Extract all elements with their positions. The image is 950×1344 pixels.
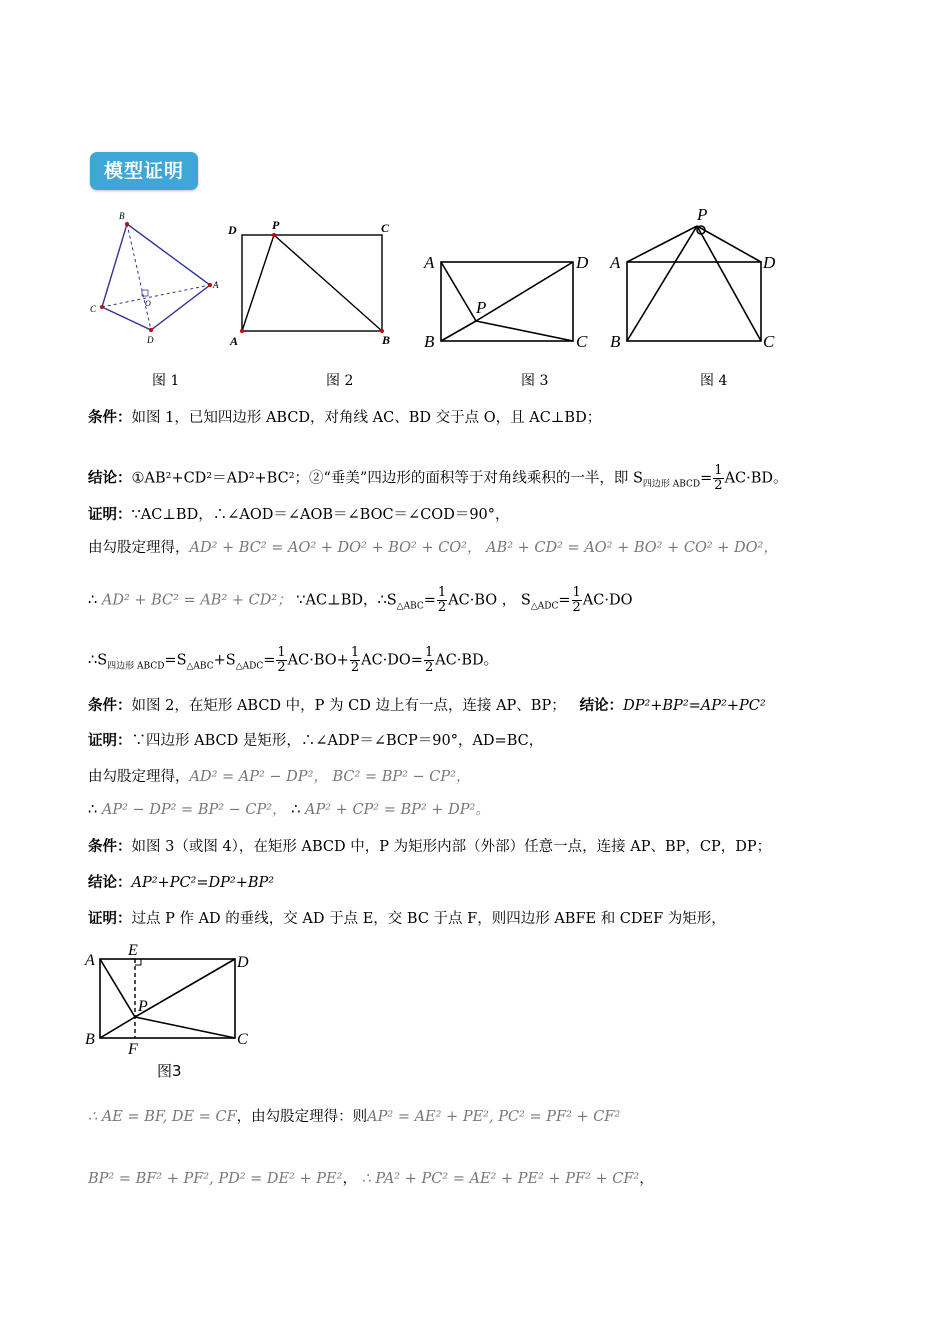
f1-label-o: O	[145, 299, 151, 308]
f5-label-f: F	[128, 1041, 138, 1058]
figure-1	[85, 208, 225, 348]
f2-label-b: B	[382, 333, 391, 347]
proof-1-line-4: $\therefore S_{四边形 ABCD}=S_{\triangle ABC}+S_{\triangle ADC}=$ $\frac{1}{2}$ AC·BO+ $\frac{1}{2}$ AC·DO= $\frac{1}{2}$ AC·BD。	[88, 645, 499, 675]
proof-3-line-2: ∴ AE = BF, DE = CF，由勾股定理得：则AP² = AE² + PE², PC² = PF² + CF²	[88, 1109, 621, 1125]
f2-label-d: D	[228, 223, 237, 237]
figure-3-construction	[82, 940, 262, 1060]
f4-label-a: A	[610, 253, 621, 272]
f2-label-p: P	[272, 218, 280, 232]
condition-3: 条件：如图 3（或图 4），在矩形 ABCD 中，P 为矩形内部（外部）任意一点，连接 AP、BP，CP，DP；	[88, 838, 772, 855]
conclusion-1: 结论：①AB²+CD²＝AD²+BC²；②“垂美”四边形的面积等于对角线乘积的一半，即 $S_{四边形 ABCD}=$ $\frac{1}{2}$ AC·BD。	[88, 463, 788, 493]
f5-label-d: D	[237, 954, 249, 971]
f3-label-d: D	[576, 253, 589, 272]
condition-1: 条件：如图 1，已知四边形 ABCD，对角线 AC、BD 交于点 O，且 AC⊥BD；	[88, 409, 602, 426]
f4-label-c: C	[763, 332, 775, 351]
proof-1: 证明：∵AC⊥BD，∴∠AOD＝∠AOB＝∠BOC＝∠COD＝90°，	[88, 506, 510, 523]
proof-1-line-2: 由勾股定理得，AD² + BC² = AO² + DO² + BO² + CO²， AB² + CD² = AO² + BO² + CO² + DO²，	[88, 540, 778, 556]
proof-3: 证明：过点 P 作 AD 的垂线，交 AD 于点 E，交 BC 于点 F，则四边形 ABFE 和 CDEF 为矩形，	[88, 910, 726, 927]
f3-label-a: A	[424, 253, 435, 272]
caption-fig3-construction: 图3	[157, 1062, 182, 1080]
caption-fig2: 图 2	[326, 373, 354, 389]
f5-label-c: C	[237, 1031, 248, 1048]
f2-label-c: C	[381, 221, 390, 235]
f5-label-p: P	[138, 998, 148, 1015]
proof-2-line-3: ∴ AP² − DP² = BP² − CP²， ∴ AP² + CP² = BP² + DP²。	[88, 802, 490, 818]
f1-label-b: B	[119, 211, 125, 221]
figure-2	[222, 212, 402, 352]
caption-fig3: 图 3	[521, 373, 549, 389]
proof-2-line-2: 由勾股定理得，AD² = AP² − DP²， BC² = BP² − CP²，	[88, 769, 471, 785]
f4-label-p: P	[697, 205, 708, 224]
figure-3	[420, 246, 600, 354]
section-badge: 模型证明	[90, 152, 198, 190]
conclusion-3: 结论：AP²+PC²=DP²+BP²	[88, 874, 275, 891]
condition-2: 条件：如图 2，在矩形 ABCD 中，P 为 CD 边上有一点，连接 AP、BP； 结论：DP²+BP²=AP²+PC²	[88, 697, 766, 714]
f5-label-a: A	[85, 952, 95, 969]
proof-3-line-3: BP² = BF² + PF², PD² = DE² + PE²， ∴ PA² + PC² = AE² + PE² + PF² + CF²，	[88, 1171, 654, 1187]
f4-label-b: B	[610, 332, 621, 351]
f1-label-a: A	[213, 280, 219, 290]
caption-fig1: 图 1	[152, 373, 180, 389]
f3-label-b: B	[424, 332, 435, 351]
f1-label-d: D	[147, 335, 154, 345]
f2-label-a: A	[230, 334, 239, 348]
f5-label-e: E	[128, 942, 138, 959]
f4-label-d: D	[763, 253, 776, 272]
caption-fig4: 图 4	[700, 373, 728, 389]
f3-label-c: C	[576, 332, 588, 351]
f1-label-c: C	[90, 304, 97, 314]
proof-2: 证明：∵四边形 ABCD 是矩形，∴∠ADP＝∠BCP＝90°，AD=BC，	[88, 732, 544, 749]
f3-label-p: P	[476, 298, 487, 317]
figure-4	[605, 202, 790, 354]
proof-1-line-3: ∴ AD² + BC² = AB² + CD²； ∵AC⊥BD，$\therefore S_{\triangle ABC}=$ $\frac{1}{2}$ AC·BO ， $S_{\triangle ADC}=$ $\frac{1}{2}$ AC·DO	[88, 585, 633, 615]
f5-label-b: B	[85, 1031, 95, 1048]
